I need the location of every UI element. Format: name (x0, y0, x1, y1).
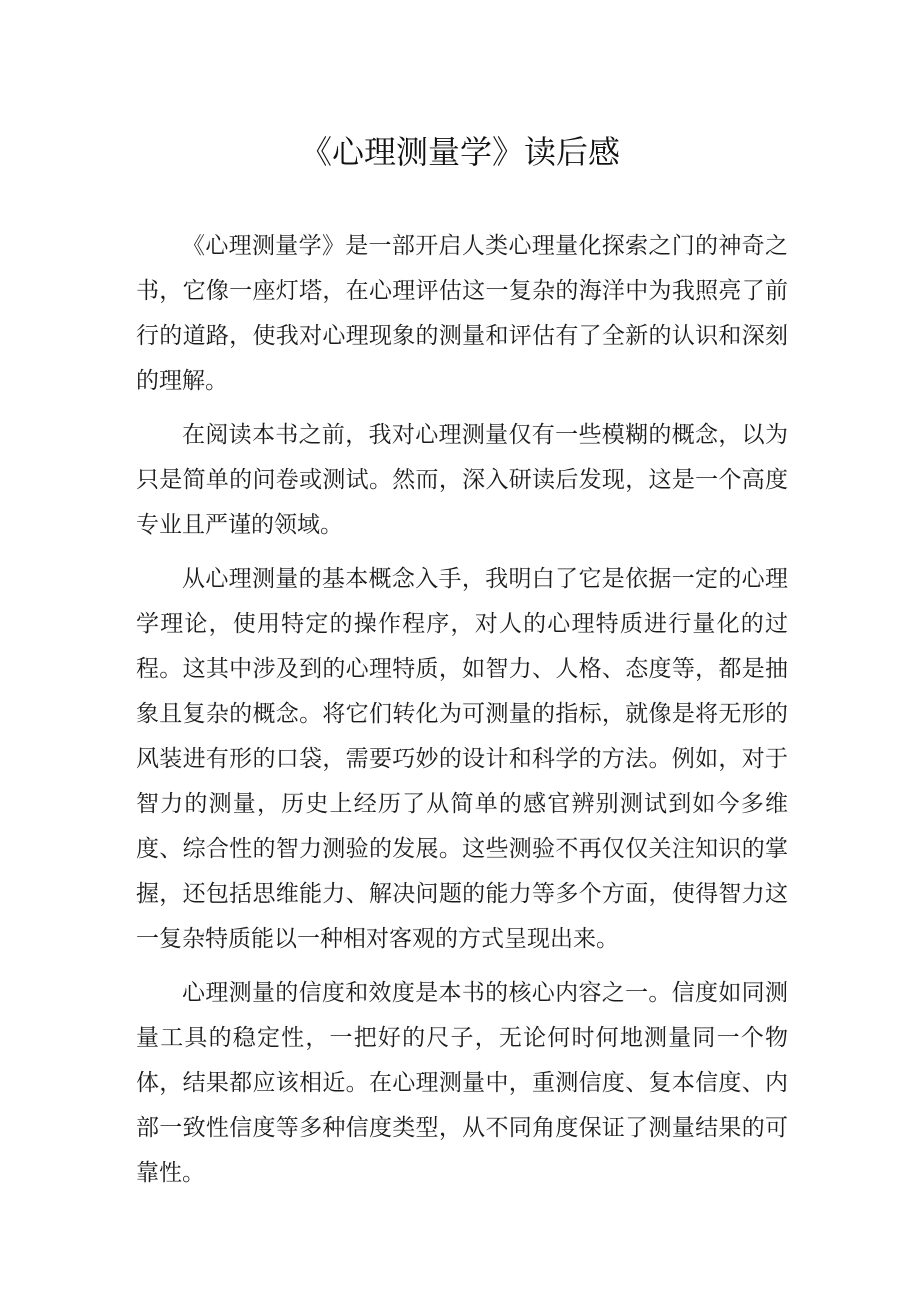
paragraph-1: 《心理测量学》是一部开启人类心理量化探索之门的神奇之书，它像一座灯塔，在心理评估这一复杂的海洋中为我照亮了前行的道路，使我对心理现象的测量和评估有了全新的认识和深刻的理解。 (136, 233, 788, 394)
paragraph-3: 从心理测量的基本概念入手，我明白了它是依据一定的心理学理论，使用特定的操作程序，对人的心理特质进行量化的过程。这其中涉及到的心理特质，如智力、人格、态度等，都是抽象且复杂的概念。将它们转化为可测量的指标，就像是将无形的风装进有形的口袋，需要巧妙的设计和科学的方法。例如，对于智力的测量，历史上经历了从简单的感官辨别测试到如今多维度、综合性的智力测验的发展。这些测验不再仅仅关注知识的掌握，还包括思维能力、解决问题的能力等多个方面，使得智力这一复杂特质能以一种相对客观的方式呈现出来。 (136, 566, 788, 952)
paragraph-4: 心理测量的信度和效度是本书的核心内容之一。信度如同测量工具的稳定性，一把好的尺子，无论何时何地测量同一个物体，结果都应该相近。在心理测量中，重测信度、复本信度、内部一致性信度等多种信度类型，从不同角度保证了测量结果的可靠性。 (136, 980, 788, 1186)
document-body (136, 224, 788, 1196)
paragraph-2: 在阅读本书之前，我对心理测量仅有一些模糊的概念，以为只是简单的问卷或测试。然而，深入研读后发现，这是一个高度专业且严谨的领域。 (136, 422, 788, 538)
document-title: 《心理测量学》读后感 (299, 133, 620, 171)
